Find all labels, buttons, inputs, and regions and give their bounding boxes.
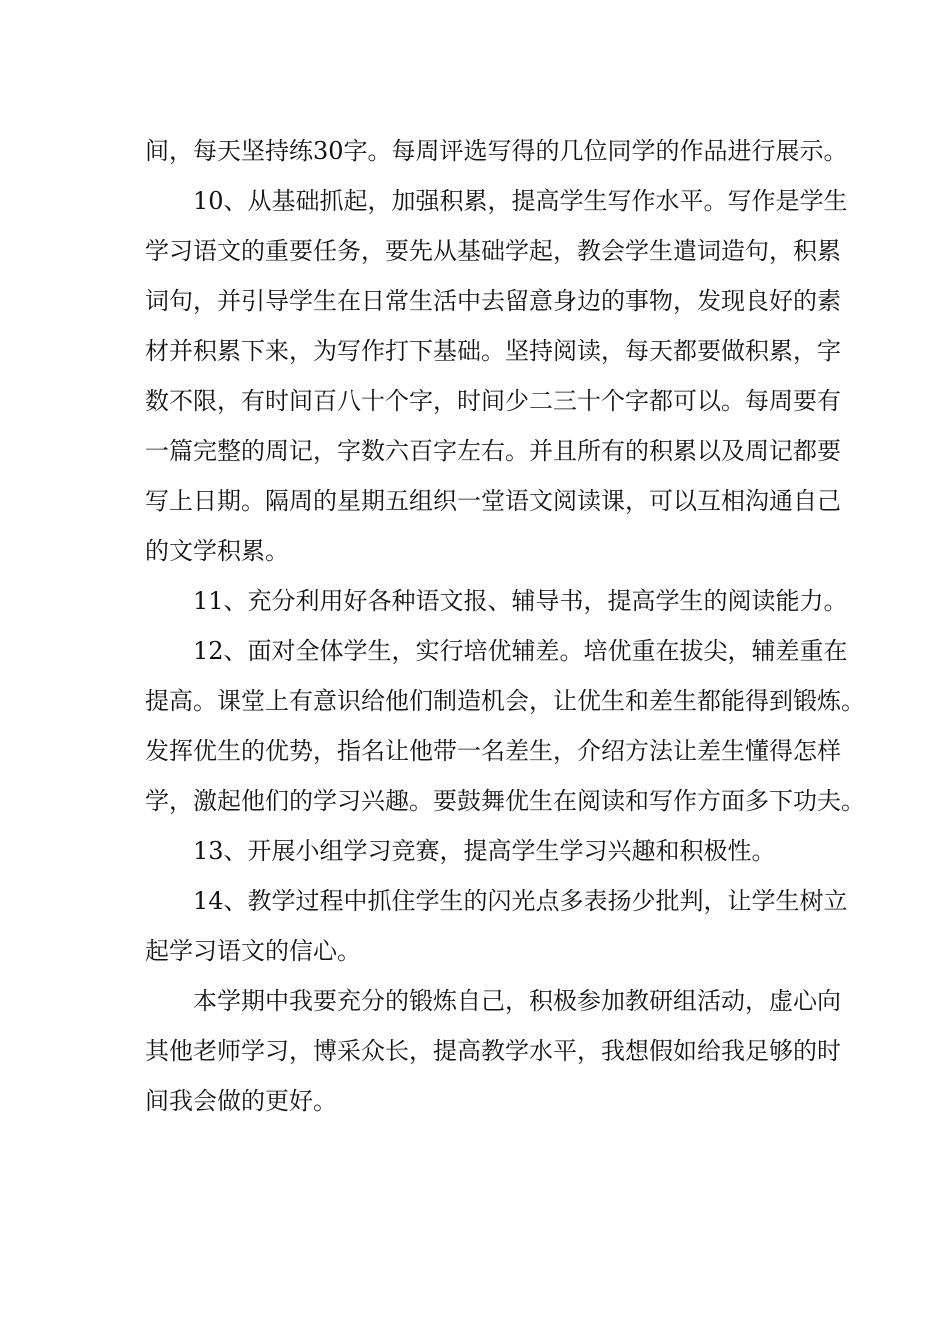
document-body (145, 126, 865, 1126)
text-line: 一篇完整的周记，字数六百字左右。并且所有的积累以及周记都要 (145, 437, 841, 465)
text-line: 发挥优生的优势，指名让他带一名差生，介绍方法让差生懂得怎样 (145, 737, 841, 765)
text-line: 间我会做的更好。 (145, 1087, 337, 1115)
text-line: 13、开展小组学习竞赛，提高学生学习兴趣和积极性。 (193, 837, 776, 865)
text-line: 本学期中我要充分的锻炼自己，积极参加教研组活动，虚心向 (193, 987, 841, 1015)
text-line: 间，每天坚持练30字。每周评选写得的几位同学的作品进行展示。 (145, 137, 848, 165)
text-line: 其他老师学习，博采众长，提高教学水平，我想假如给我足够的时 (145, 1037, 841, 1065)
text-line: 的文学积累。 (145, 537, 289, 565)
text-line: 材并积累下来，为写作打下基础。坚持阅读，每天都要做积累，字 (145, 337, 841, 365)
text-line: 12、面对全体学生，实行培优辅差。培优重在拔尖，辅差重在 (193, 637, 848, 665)
text-line: 词句，并引导学生在日常生活中去留意身边的事物，发现良好的素 (145, 287, 841, 315)
text-line: 起学习语文的信心。 (145, 937, 361, 965)
text-line: 数不限，有时间百八十个字，时间少二三十个字都可以。每周要有 (145, 387, 841, 415)
text-line: 学习语文的重要任务，要先从基础学起，教会学生遣词造句，积累 (145, 237, 841, 265)
text-line: 写上日期。隔周的星期五组织一堂语文阅读课，可以互相沟通自己 (145, 487, 841, 515)
text-line: 学，激起他们的学习兴趣。要鼓舞优生在阅读和写作方面多下功夫。 (145, 787, 865, 815)
text-line: 10、从基础抓起，加强积累，提高学生写作水平。写作是学生 (193, 187, 848, 215)
text-line: 提高。课堂上有意识给他们制造机会，让优生和差生都能得到锻炼。 (145, 687, 865, 715)
text-line: 14、教学过程中抓住学生的闪光点多表扬少批判，让学生树立 (193, 887, 848, 915)
text-line: 11、充分利用好各种语文报、辅导书，提高学生的阅读能力。 (193, 587, 848, 615)
